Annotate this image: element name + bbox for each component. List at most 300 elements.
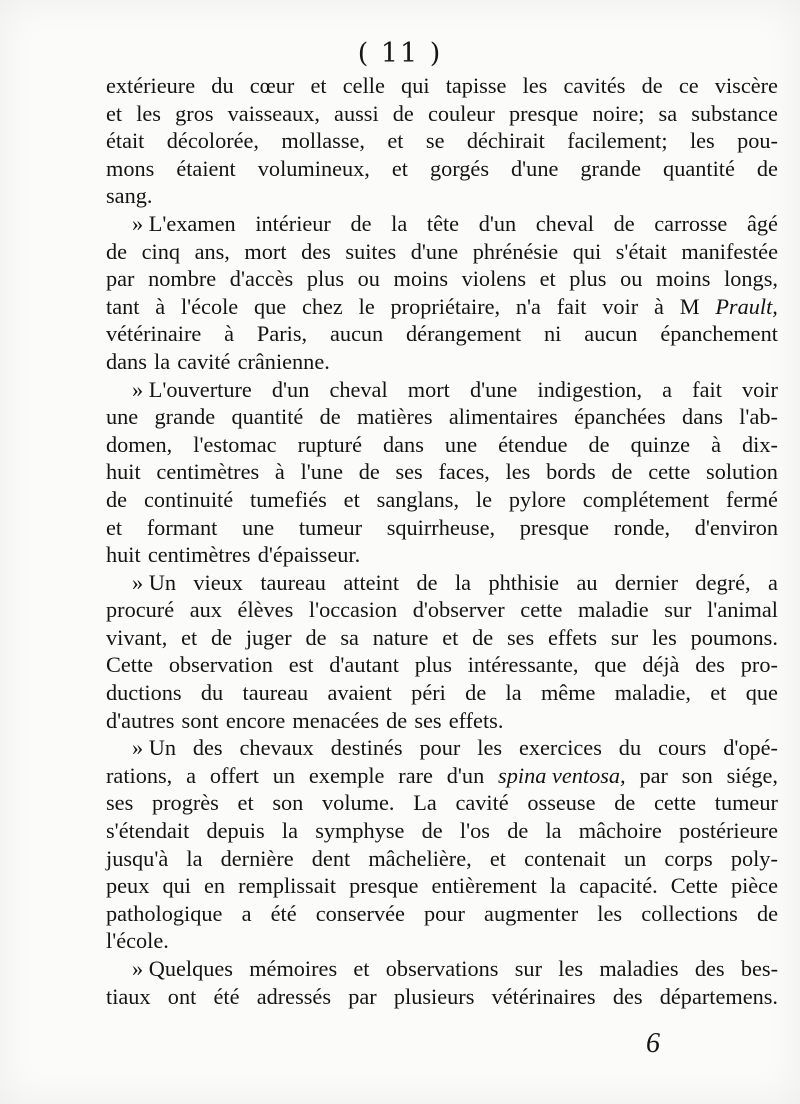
word: l'occasion (308, 597, 398, 623)
word: ont (167, 983, 197, 1009)
word: qui (572, 238, 602, 264)
word: offert (209, 762, 259, 788)
word: d'accès (229, 266, 294, 292)
word: de (756, 155, 778, 181)
word: du (618, 735, 642, 761)
word: extérieure (106, 73, 196, 98)
word: dix- (742, 431, 778, 457)
word: un (272, 762, 296, 788)
word: manifestée (681, 238, 778, 264)
word: siége, (726, 762, 778, 788)
word: de (106, 238, 128, 264)
word: ductions (106, 680, 182, 706)
word: sur (664, 597, 692, 623)
word: dernier (614, 569, 679, 595)
word: à (155, 293, 166, 319)
word: carrosse (654, 210, 728, 236)
word: progrès (151, 790, 219, 816)
text-line (106, 100, 778, 128)
word: de (613, 210, 635, 236)
word: de (392, 100, 414, 126)
word: fait (556, 293, 587, 319)
word: rupturé (297, 431, 362, 457)
word: chez (301, 293, 343, 319)
word: mons (106, 155, 155, 181)
text-line (106, 955, 778, 983)
word: propriétaire, (390, 293, 501, 319)
word: adressés (256, 983, 331, 1009)
word: épanchement (660, 321, 778, 347)
word: entièrement (431, 873, 537, 899)
word: substance (691, 100, 778, 126)
word: capacité. (579, 873, 658, 899)
word: tumeur (298, 514, 363, 540)
word: gorgés (429, 155, 490, 181)
word: depuis (206, 818, 265, 844)
word: pathologique (106, 900, 223, 926)
word: encore (225, 707, 286, 733)
word: à (274, 459, 285, 485)
word: corps (664, 845, 713, 871)
word: sanglans, (376, 486, 460, 512)
word: de (350, 210, 372, 236)
text-line (106, 458, 778, 486)
word: de (421, 818, 443, 844)
word: phrénésie (472, 238, 559, 264)
word: était (106, 128, 145, 154)
word: d'autant (329, 652, 399, 678)
text-line (106, 348, 778, 376)
word: centimètres (156, 459, 260, 485)
word: alimentaires (448, 404, 558, 430)
word: rations, (106, 762, 173, 788)
word: formant (146, 514, 218, 540)
text-line (106, 541, 778, 569)
text-line (106, 155, 778, 183)
word: procuré (106, 597, 175, 623)
word: gros (175, 100, 214, 126)
word: des (192, 735, 223, 761)
word: le (475, 486, 493, 512)
word: La (413, 790, 437, 816)
word: centimètres (147, 542, 251, 568)
word: avaient (327, 680, 392, 706)
word: aussi (334, 100, 379, 126)
word: cinq (141, 238, 180, 264)
word: plus (569, 266, 607, 292)
text-line (106, 651, 778, 679)
word: sur (514, 956, 543, 981)
word: Paris, (256, 321, 308, 347)
word: mort (244, 238, 287, 264)
word: d'environ (694, 514, 778, 540)
word: cœur (249, 73, 295, 98)
text-line (106, 927, 778, 955)
text-line (106, 127, 778, 155)
word: se (425, 128, 445, 154)
word: a (241, 900, 252, 926)
word: » Un (132, 569, 176, 595)
word: intéressante, (467, 652, 579, 678)
text-line (106, 182, 778, 210)
word: et (106, 514, 123, 540)
word: cette (653, 790, 697, 816)
word: et (237, 790, 254, 816)
word: vieux (193, 569, 243, 595)
word: qui (162, 873, 191, 899)
word: la (505, 680, 522, 706)
word: étaient (176, 155, 236, 181)
word: plus (414, 652, 452, 678)
word: quantité (663, 155, 735, 181)
word: cavité (177, 348, 231, 374)
word: presque (508, 100, 579, 126)
word: son (272, 790, 304, 816)
word: jusqu'à (106, 845, 169, 871)
word: plus (306, 266, 344, 292)
word: dérangement (406, 321, 522, 347)
word: crânienne. (237, 348, 330, 374)
word: de (472, 624, 494, 650)
word: à (711, 431, 721, 457)
word: pour (419, 735, 461, 761)
word: par (639, 762, 668, 788)
word: ses (414, 707, 442, 733)
word: tapisse (445, 73, 507, 98)
word: d'une (410, 238, 459, 264)
word: et (391, 155, 408, 181)
word: destinés (330, 735, 403, 761)
word: mollasse, (281, 128, 366, 154)
word: exercices (518, 735, 602, 761)
word: d'opé- (723, 735, 778, 761)
word: même (540, 680, 596, 706)
word: qui (401, 73, 430, 98)
word: taureau (242, 680, 309, 706)
word: la (391, 210, 408, 236)
text-line (106, 293, 778, 321)
word: atteint (343, 569, 400, 595)
word: ses (395, 459, 423, 485)
word: une (106, 404, 139, 430)
word: sang. (106, 183, 153, 209)
word: degré, (695, 569, 751, 595)
word: de (614, 790, 636, 816)
word: épanchées (574, 404, 666, 430)
text-line (106, 514, 778, 542)
word: du (200, 680, 224, 706)
word: ans, (194, 238, 230, 264)
text-line (106, 707, 778, 735)
word: M (679, 293, 700, 319)
word: d'observer (412, 597, 505, 623)
word: intérieur (255, 210, 331, 236)
word: quantité (231, 404, 304, 430)
word: été (270, 900, 297, 926)
word: aux (189, 597, 222, 623)
word: exemple (308, 762, 385, 788)
word: d'épaisseur. (257, 542, 361, 568)
word: tant (106, 293, 140, 319)
word: de (386, 707, 408, 733)
word: chevaux (239, 735, 314, 761)
text-line (106, 983, 778, 1011)
word: l'école. (106, 928, 169, 954)
word: de (305, 624, 327, 650)
word: l'une (300, 459, 343, 485)
word: augmenter (484, 900, 579, 926)
word: ses (106, 790, 134, 816)
word: matières (357, 404, 433, 430)
word: spina ventosa, (498, 762, 626, 788)
word: d'autres (106, 707, 175, 733)
word: effets. (448, 707, 504, 733)
word: moins (655, 266, 711, 292)
word: continuité (143, 486, 234, 512)
word: observation (168, 652, 273, 678)
word: de (465, 680, 487, 706)
word: sur (610, 624, 639, 650)
word: que (253, 293, 287, 319)
word: et (442, 624, 459, 650)
word: poly- (730, 845, 778, 871)
word: de (641, 73, 663, 98)
text-line (106, 210, 778, 238)
word: remplissait (238, 873, 337, 899)
word: décolorée, (166, 128, 260, 154)
text-line (106, 817, 778, 845)
word: s'étendait (106, 818, 190, 844)
word: la (549, 873, 566, 899)
word: nombre (148, 266, 217, 292)
word: de (106, 486, 128, 512)
word: indigestion, (537, 376, 643, 402)
word: par (106, 266, 135, 292)
word: viscère (714, 73, 778, 98)
word: de (507, 818, 529, 844)
word: de (358, 459, 380, 485)
word: déchirait (466, 128, 545, 154)
word: vétérinaires (491, 983, 596, 1009)
word: tumefiés (250, 486, 327, 512)
word: dans (106, 348, 147, 374)
word: les (597, 900, 623, 926)
word: aucun (329, 321, 384, 347)
word: d'une (469, 376, 518, 402)
word: conservée (315, 900, 405, 926)
word: et (106, 100, 123, 126)
word: d'un (446, 762, 485, 788)
word: quinze (630, 431, 691, 457)
word: maladie, (614, 680, 691, 706)
word: dans (682, 404, 723, 430)
word: sont (181, 707, 219, 733)
word: les (651, 624, 677, 650)
word: tête (426, 210, 460, 236)
word: phthisie (488, 569, 560, 595)
word: et (310, 73, 327, 98)
word: Prault, (715, 293, 778, 319)
word: étendue (498, 431, 568, 457)
word: moins (393, 266, 448, 292)
word: de (319, 404, 341, 430)
word: à (224, 321, 235, 347)
word: maladies (599, 956, 679, 981)
text-line (106, 431, 778, 459)
word: voir (602, 293, 639, 319)
word: par (348, 983, 377, 1009)
word: menacées (292, 707, 380, 733)
word: » L'examen (132, 210, 236, 236)
word: ni (544, 321, 562, 347)
word: volumineux, (257, 155, 370, 181)
word: du (211, 73, 234, 98)
word: déjà (642, 652, 680, 678)
word: complétement (582, 486, 710, 512)
word: aucun (584, 321, 638, 347)
word: sa (340, 624, 359, 650)
word: Cette (670, 873, 718, 899)
word: dernière (220, 845, 294, 871)
text-line (106, 624, 778, 652)
word: ou (357, 266, 380, 292)
word: » Quelques (132, 956, 233, 981)
word: mâchelière, (368, 845, 472, 871)
word: a (662, 376, 673, 402)
word: observations (385, 956, 499, 981)
catchword: 6 (646, 1028, 660, 1059)
word: bords (546, 459, 596, 485)
word: poumons. (690, 624, 778, 650)
word: mâchoire (578, 818, 662, 844)
word: le (358, 293, 375, 319)
word: collections (641, 900, 738, 926)
word: symphyse (315, 818, 405, 844)
text-line (106, 789, 778, 817)
word: la (186, 845, 203, 871)
word: a (186, 762, 196, 788)
word: contenait (524, 845, 606, 871)
word: départemens. (659, 983, 778, 1009)
word: de (211, 624, 233, 650)
text-line (106, 403, 778, 431)
word: » Un (132, 735, 176, 761)
word: et (181, 624, 198, 650)
word: des (695, 652, 725, 678)
word: fait (692, 376, 722, 402)
word: l'école (180, 293, 239, 319)
word: des (612, 983, 643, 1009)
word: cette (520, 597, 563, 623)
text-line (106, 486, 778, 514)
word: et (343, 486, 360, 512)
word: pour (424, 900, 465, 926)
word: ou (620, 266, 643, 292)
word: des (301, 238, 331, 264)
word: taureau (260, 569, 326, 595)
word: l'os (459, 818, 490, 844)
word: d'un (478, 210, 517, 236)
word: vaisseaux, (227, 100, 320, 126)
word: et (539, 266, 556, 292)
word: huit (106, 542, 141, 568)
word: des (694, 956, 725, 981)
word: un (623, 845, 647, 871)
body-text (106, 72, 778, 1010)
word: n'a (515, 293, 541, 319)
word: l'estomac (193, 431, 277, 457)
word: vivant, (106, 624, 168, 650)
word: pièce (730, 873, 778, 899)
word: pou- (737, 128, 778, 154)
word: et (710, 680, 727, 706)
word: longs, (724, 266, 778, 292)
word: osseuse (527, 790, 596, 816)
word: la (545, 818, 562, 844)
word: une (242, 514, 275, 540)
word: et (489, 845, 506, 871)
word: les (136, 100, 161, 126)
word: pro- (740, 652, 778, 678)
word: cours (658, 735, 707, 761)
text-line (106, 679, 778, 707)
text-line (106, 320, 778, 348)
word: celle (342, 73, 385, 98)
word: nature (372, 624, 429, 650)
word: domen, (106, 431, 173, 457)
text-line (106, 376, 778, 404)
word: cavité (455, 790, 509, 816)
word: la (154, 348, 171, 374)
word: été (213, 983, 240, 1009)
word: dent (311, 845, 351, 871)
text-line (106, 596, 778, 624)
word: et (353, 956, 370, 981)
word: a (767, 569, 778, 595)
word: au (576, 569, 598, 595)
word: âgé (746, 210, 778, 236)
word: sa (658, 100, 678, 126)
word: ronde, (613, 514, 671, 540)
word: noire; (592, 100, 645, 126)
word: presque (519, 514, 590, 540)
word: ce (678, 73, 699, 98)
word: plusieurs (393, 983, 475, 1009)
word: grande (580, 155, 642, 181)
word: cheval (329, 376, 388, 402)
word: rare (398, 762, 433, 788)
page-number: ( 11 ) (357, 38, 443, 69)
word: volume. (322, 790, 395, 816)
word: l'animal (707, 597, 778, 623)
text-line (106, 845, 778, 873)
word: maladie (578, 597, 649, 623)
word: et (387, 128, 404, 154)
text-line (106, 569, 778, 597)
word: mémoires (249, 956, 338, 981)
word: mort (407, 376, 450, 402)
word: squirrheuse, (386, 514, 496, 540)
word: facilement; (567, 128, 668, 154)
word: » L'ouverture (132, 376, 252, 402)
word: postérieure (678, 818, 778, 844)
word: de (588, 431, 610, 457)
text-line (106, 238, 778, 266)
text-line (106, 72, 778, 100)
word: les (558, 956, 584, 981)
text-line (106, 762, 778, 790)
word: bes- (740, 956, 778, 981)
